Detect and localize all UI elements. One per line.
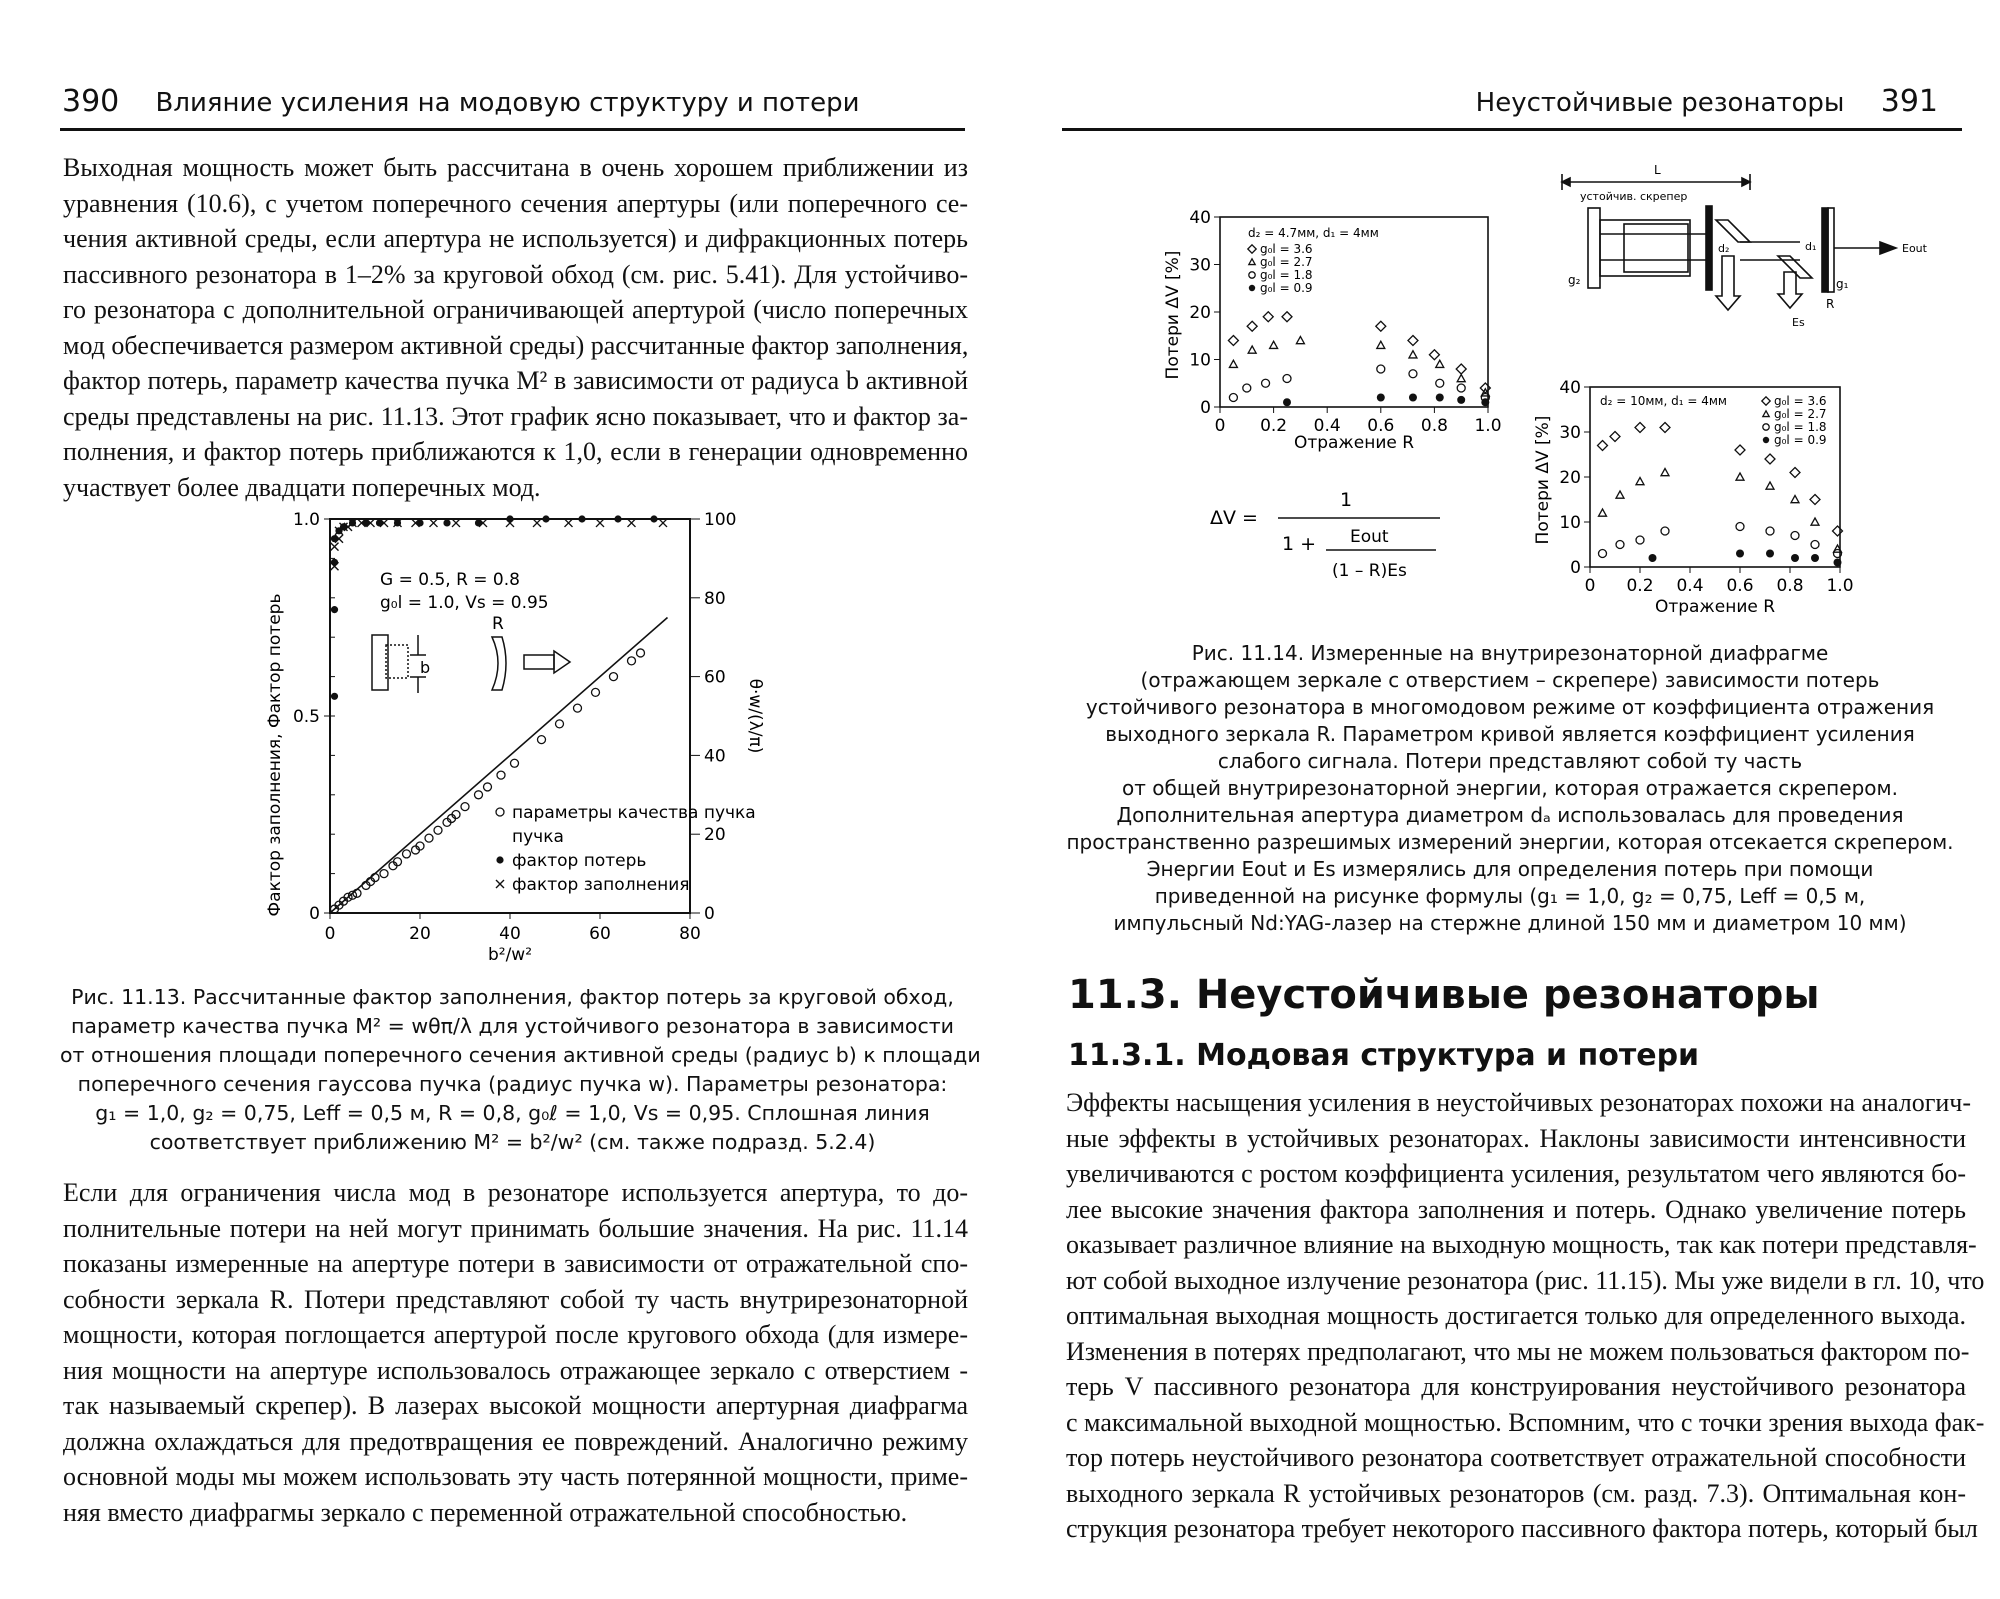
point-series-0	[1408, 336, 1418, 346]
point-beam-quality	[475, 791, 483, 799]
legend-marker-0	[1248, 245, 1256, 253]
left-paragraph-2-line: Если для ограничения числа мод в резонаторе используется апертура, то до-	[63, 1178, 968, 1207]
right-page	[1000, 0, 2000, 1599]
x-tick-label: 0.2	[1260, 416, 1288, 436]
point-beam-quality	[434, 826, 442, 834]
legend-label-3: g₀l = 0.9	[1260, 281, 1313, 295]
formula-frac-num: Eout	[1350, 527, 1389, 547]
loss-formula	[1210, 490, 1470, 590]
x-tick-label: 0.2	[1626, 576, 1654, 596]
point-series-1	[1599, 509, 1607, 516]
legend-marker-0	[1762, 397, 1770, 405]
y-tick-label: 0	[1570, 558, 1581, 578]
right-running-title: Неустойчивые резонаторы	[1475, 88, 1845, 118]
left-paragraph-2-line: показаны измеренные на апертуре потери в зависимости от отражательной спо-	[63, 1249, 968, 1278]
figure-11-14-caption-line: Дополнительная апертура диаметром dₐ использовалась для проведения	[1116, 803, 1904, 827]
point-series-1	[1296, 337, 1304, 344]
point-loss-factor	[331, 606, 338, 613]
point-series-1	[1229, 360, 1237, 367]
point-beam-quality	[511, 759, 519, 767]
point-beam-quality	[461, 803, 469, 811]
point-loss-factor	[542, 515, 549, 522]
right-paragraph-line: выходного зеркала R устойчивых резонаторов (см. разд. 7.3). Оптимальная кон-	[1066, 1478, 1966, 1508]
figure-11-14-caption-line: выходного зеркала R. Параметром кривой является коэффициент усиления	[1105, 722, 1915, 746]
right-paragraph-line: с максимальной выходной мощностью. Вспомним, что с точки зрения выхода фак-	[1066, 1407, 1985, 1437]
y-right-axis-label: θ·w/(λ/π)	[745, 678, 765, 754]
figure-11-14-caption-line: от общей внутрирезонаторной энергии, которая отражается скрепером.	[1122, 776, 1898, 800]
legend-marker-1	[1249, 259, 1255, 265]
left-paragraph-1-line: полнения, и фактор потерь приближаются к 1,0, если в генерации одновременно	[63, 437, 968, 466]
legend-label-0: g₀l = 3.6	[1774, 394, 1827, 408]
legend-marker-loss-factor	[496, 856, 503, 863]
diagram-g1: g₁	[1836, 277, 1849, 291]
point-fill-factor	[628, 519, 636, 527]
point-beam-quality	[574, 704, 582, 712]
point-series-1	[1248, 346, 1256, 353]
diagram-top-label: устойчив. скрепер	[1580, 190, 1688, 203]
right-paragraph-line: лее высокие значения фактора заполнения и потерь. Однако увеличение потерь	[1066, 1194, 1966, 1224]
cavity-diagram	[1550, 160, 1970, 340]
annotation-line-1: G = 0.5, R = 0.8	[380, 570, 520, 590]
point-series-3	[1436, 394, 1444, 402]
point-series-0	[1635, 423, 1645, 433]
left-paragraph-2-line: так называемый скрепер). В лазерах высокой мощности апертурная диафрагма	[63, 1391, 968, 1420]
point-series-2	[1262, 379, 1270, 387]
figure-11-14-chart-a	[1160, 205, 1520, 460]
figure-11-14-caption-line: (отражающем зеркале с отверстием – скрепере) зависимости потерь	[1140, 668, 1880, 692]
right-paragraph-line: ные эффекты в устойчивых резонаторах. Наклоны зависимости интенсивности	[1066, 1123, 1966, 1153]
point-series-0	[1263, 312, 1273, 322]
point-fill-factor	[596, 519, 604, 527]
diagram-R: R	[1826, 297, 1835, 311]
y-right-tick-label: 80	[704, 588, 726, 609]
point-series-3	[1283, 398, 1291, 406]
legend-marker-3	[1763, 437, 1769, 443]
legend-label-2: g₀l = 1.8	[1260, 268, 1313, 282]
left-header-rule	[60, 128, 965, 131]
formula-num: 1	[1340, 490, 1353, 511]
point-series-3	[1457, 396, 1465, 404]
figure-11-14-chart-b	[1530, 375, 1950, 630]
point-series-0	[1247, 321, 1257, 331]
y-tick-label: 40	[1189, 208, 1211, 228]
legend-marker-2	[1763, 424, 1769, 430]
right-paragraph-line: Изменения в потерях предполагают, что мы не можем пользоваться фактором по-	[1066, 1336, 1970, 1366]
left-paragraph-2-line: няя вместо диафрагмы зеркало с переменной отражательной способностью.	[63, 1497, 908, 1527]
point-series-1	[1661, 469, 1669, 476]
left-paragraph-2-line: ния мощности на апертуре использовалось отражающее зеркало с отверстием -	[63, 1355, 968, 1385]
left-page-number: 390	[62, 84, 120, 119]
point-series-2	[1736, 523, 1744, 531]
y-tick-label: 10	[1189, 350, 1211, 371]
left-paragraph-1-line: пассивного резонатора в 1–2% за круговой обход (см. рис. 5.41). Для устойчиво-	[63, 259, 968, 289]
x-tick-label: 80	[679, 924, 701, 944]
point-series-3	[1481, 398, 1489, 406]
point-series-0	[1660, 423, 1670, 433]
point-series-1	[1736, 473, 1744, 480]
inset-r-label: R	[492, 614, 504, 634]
right-paragraph-line: оптимальная выходная мощность достигается только для определенного выхода.	[1066, 1301, 1966, 1330]
x-tick-label: 0	[1214, 416, 1226, 436]
point-series-1	[1436, 360, 1444, 367]
legend-label-1: g₀l = 2.7	[1260, 255, 1313, 269]
figure-11-13-caption-line: от отношения площади поперечного сечения активной среды (радиус b) к площади	[60, 1043, 981, 1067]
point-series-3	[1766, 550, 1774, 558]
right-paragraph-line: ют собой выходное излучение резонатора (рис. 11.15). Мы уже видели в гл. 10, что	[1066, 1265, 1985, 1295]
legend-marker-2	[1249, 272, 1255, 278]
left-paragraph-2-line: мощности, которая поглощается апертурой после кругового обхода (для измере-	[63, 1320, 968, 1349]
legend-label-2: g₀l = 1.8	[1774, 420, 1827, 434]
legend-label-beam-quality-cont: пучка	[512, 827, 564, 847]
figure-11-13-caption	[60, 983, 981, 1157]
left-paragraph-1-line: Выходная мощность может быть рассчитана в очень хорошем приближении из	[63, 153, 968, 182]
point-beam-quality	[637, 649, 645, 657]
point-series-2	[1283, 375, 1291, 383]
left-paragraph-2-line: должна охлаждаться для предотвращения ее повреждений. Аналогично режиму	[63, 1426, 968, 1456]
legend-label-loss-factor: фактор потерь	[512, 851, 647, 871]
diagram-Es: Es	[1792, 316, 1805, 329]
legend-label-beam-quality: параметры качества пучка	[512, 803, 756, 823]
point-loss-factor	[614, 515, 621, 522]
y-tick-label: 0	[309, 904, 320, 924]
point-series-1	[1636, 478, 1644, 485]
point-series-1	[1791, 496, 1799, 503]
y-tick-label: 20	[1189, 303, 1211, 323]
figure-11-14-caption-line: Энергии Eout и Es измерялись для определения потерь при помощи	[1146, 857, 1874, 881]
point-series-0	[1735, 445, 1745, 455]
x-tick-label: 40	[499, 924, 521, 944]
point-fill-factor	[565, 519, 573, 527]
x-tick-label: 0	[324, 924, 336, 944]
legend-marker-beam-quality	[496, 808, 504, 816]
figure-11-14-caption-line: приведенной на рисунке формулы (g₁ = 1,0, g₂ = 0,75, Leff = 0,5 м,	[1154, 884, 1866, 908]
y-tick-label: 0	[1200, 398, 1211, 418]
left-running-title: Влияние усиления на модовую структуру и потери	[155, 88, 860, 118]
point-loss-factor	[650, 515, 657, 522]
point-series-3	[1791, 554, 1799, 562]
right-paragraph-line: оказывает различное влияние на выходную мощность, так как потери представля-	[1066, 1230, 1977, 1259]
point-loss-factor	[331, 693, 338, 700]
point-series-2	[1409, 370, 1417, 378]
point-series-2	[1791, 532, 1799, 540]
x-tick-label: 0.4	[1676, 576, 1704, 596]
point-series-0	[1376, 321, 1386, 331]
point-loss-factor	[331, 559, 338, 566]
point-beam-quality	[610, 673, 618, 681]
x-tick-label: 0.8	[1776, 576, 1804, 596]
legend-label-fill-factor: фактор заполнения	[512, 875, 690, 895]
y-axis-label: Фактор заполнения, Фактор потерь	[265, 593, 285, 917]
subsection-title: 11.3.1. Модовая структура и потери	[1068, 1038, 1700, 1073]
point-beam-quality	[556, 720, 564, 728]
point-series-2	[1599, 550, 1607, 558]
point-series-2	[1229, 394, 1237, 402]
right-paragraph	[1066, 1085, 1985, 1547]
point-series-1	[1270, 341, 1278, 348]
point-series-0	[1833, 526, 1843, 536]
right-paragraph-line: струкция резонатора требует некоторого пассивного фактора потерь, который был	[1066, 1514, 1978, 1543]
figure-11-13-caption-line: параметр качества пучка M² = wθπ/λ для устойчивого резонатора в зависимости	[71, 1014, 954, 1038]
y-tick-label: 20	[1559, 468, 1581, 488]
figure-11-14-caption-line: устойчивого резонатора в многомодовом режиме от коэффициента отражения	[1085, 695, 1935, 719]
right-paragraph-line: терь V пассивного резонатора для конструирования неустойчивого резонатора	[1066, 1372, 1966, 1401]
point-series-2	[1616, 541, 1624, 549]
point-series-0	[1282, 312, 1292, 322]
x-tick-label: 60	[589, 924, 611, 944]
figure-11-14-caption-line: пространственно разрешимых измерений энергии, которая отсекается скрепером.	[1066, 830, 1954, 854]
y-right-tick-label: 60	[704, 667, 726, 688]
left-paragraph-1-line: среды представлены на рис. 11.13. Этот график ясно показывает, что и фактор за-	[63, 401, 968, 431]
left-paragraph-1-line: го резонатора с дополнительной ограничивающей апертурой (число поперечных	[63, 295, 968, 324]
point-beam-quality	[484, 783, 492, 791]
annotation-line-2: g₀l = 1.0, Vs = 0.95	[380, 593, 549, 613]
point-loss-factor	[578, 515, 585, 522]
left-paragraph-2	[63, 1175, 968, 1530]
point-beam-quality	[497, 771, 505, 779]
point-series-2	[1243, 384, 1251, 392]
point-beam-quality	[538, 736, 546, 744]
figure-11-13	[260, 505, 780, 965]
point-series-2	[1457, 384, 1465, 392]
y-right-tick-label: 100	[704, 510, 737, 530]
point-series-1	[1377, 341, 1385, 348]
left-paragraph-2-line: собности зеркала R. Потери представляют собой ту часть внутрирезонаторной	[63, 1284, 968, 1314]
left-paragraph-1-line: чения активной среды, если апертура не используется) и дифракционных потерь	[63, 224, 968, 253]
point-series-2	[1636, 536, 1644, 544]
point-series-0	[1810, 495, 1820, 505]
chart-a-annotation: d₂ = 4.7мм, d₁ = 4мм	[1248, 226, 1379, 240]
formula-lhs: ΔV =	[1210, 507, 1258, 529]
legend-label-3: g₀l = 0.9	[1774, 433, 1827, 447]
point-series-3	[1834, 559, 1842, 567]
y-right-tick-label: 0	[704, 904, 715, 924]
figure-11-13-caption-line: поперечного сечения гауссова пучка (радиус пучка w). Параметры резонатора:	[77, 1072, 948, 1096]
point-series-3	[1736, 550, 1744, 558]
chart-a-ylabel: Потери ΔV [%]	[1163, 250, 1183, 380]
diagram-g2: g₂	[1568, 273, 1581, 287]
figure-11-13-caption-line: соответствует приближению M² = b²/w² (см. также подразд. 5.2.4)	[149, 1130, 876, 1154]
x-tick-label: 0.6	[1726, 576, 1754, 596]
point-series-0	[1610, 432, 1620, 442]
point-series-0	[1456, 364, 1466, 374]
point-series-2	[1661, 527, 1669, 535]
y-tick-label: 40	[1559, 378, 1581, 398]
left-paragraph-1-line: фактор потерь, параметр качества пучка M² в зависимости от радиуса b активной	[63, 366, 968, 395]
point-series-0	[1228, 336, 1238, 346]
point-loss-factor	[506, 515, 513, 522]
legend-marker-1	[1763, 411, 1769, 417]
formula-frac-den: (1 – R)Es	[1332, 561, 1407, 581]
point-series-3	[1409, 394, 1417, 402]
point-series-2	[1436, 379, 1444, 387]
chart-b-annotation: d₂ = 10мм, d₁ = 4мм	[1600, 394, 1727, 408]
y-tick-label: 30	[1189, 255, 1211, 276]
point-series-1	[1616, 491, 1624, 498]
x-tick-label: 0.8	[1420, 416, 1448, 436]
point-series-2	[1811, 541, 1819, 549]
point-series-3	[1649, 554, 1657, 562]
figure-11-13-caption-line: g₁ = 1,0, g₂ = 0,75, Leff = 0,5 м, R = 0,8, g₀ℓ = 1,0, Vs = 0,95. Сплошная линия	[95, 1101, 930, 1125]
right-header	[1476, 84, 1938, 119]
x-tick-label: 20	[409, 924, 431, 944]
point-series-2	[1766, 527, 1774, 535]
point-series-0	[1598, 441, 1608, 451]
point-fill-factor	[430, 519, 438, 527]
figure-11-14-caption-line: слабого сигнала. Потери представляют собой ту часть	[1217, 749, 1803, 773]
section-title: 11.3. Неустойчивые резонаторы	[1068, 972, 1820, 1018]
x-tick-label: 0	[1584, 576, 1596, 596]
left-paragraph-1-line: участвует более двадцати поперечных мод.	[63, 472, 541, 502]
right-page-number: 391	[1880, 84, 1938, 119]
right-header-rule	[1062, 128, 1962, 131]
point-series-1	[1811, 518, 1819, 525]
point-beam-quality	[592, 688, 600, 696]
inset-b-label: b	[420, 658, 431, 677]
point-fill-factor	[659, 519, 667, 527]
point-series-1	[1409, 351, 1417, 358]
figure-11-13-caption-line: Рис. 11.13. Рассчитанные фактор заполнения, фактор потерь за круговой обход,	[71, 985, 954, 1009]
point-series-3	[1811, 554, 1819, 562]
chart-a-xlabel: Отражение R	[1293, 433, 1415, 453]
point-beam-quality	[403, 850, 411, 858]
y-right-tick-label: 40	[704, 746, 726, 767]
point-fill-factor	[533, 519, 541, 527]
point-beam-quality	[425, 834, 433, 842]
x-tick-label: 0.4	[1313, 416, 1341, 436]
point-series-3	[1377, 394, 1385, 402]
left-paragraph-2-line: полнительные потери на ней могут принимать большие значения. На рис. 11.14	[63, 1213, 968, 1243]
chart-b-xlabel: Отражение R	[1654, 597, 1776, 617]
x-tick-label: 1.0	[1474, 416, 1502, 436]
point-loss-factor	[443, 519, 450, 526]
y-tick-label: 1.0	[292, 510, 320, 530]
left-paragraph-2-line: основной моды мы можем использовать эту часть потерянной мощности, приме-	[63, 1462, 968, 1491]
diagram-d1: d₁	[1805, 240, 1817, 253]
point-beam-quality	[380, 870, 388, 878]
right-paragraph-line: увеличиваются с ростом коэффициента усиления, результатом чего являются бо-	[1066, 1159, 1966, 1188]
point-series-0	[1429, 350, 1439, 360]
point-fill-factor	[331, 543, 339, 551]
x-tick-label: 0.6	[1367, 416, 1395, 436]
legend-marker-fill-factor	[496, 880, 504, 888]
right-paragraph-line: тор потерь неустойчивого резонатора соответствует отражательной способности	[1066, 1443, 1966, 1472]
left-paragraph-1-line: мод обеспечивается размером активной среды) рассчитанные фактор заполнения,	[63, 330, 969, 360]
diagram-Eout: Eout	[1902, 242, 1927, 255]
y-right-tick-label: 20	[704, 825, 726, 846]
point-series-2	[1377, 365, 1385, 373]
formula-den-a: 1 +	[1282, 533, 1317, 555]
right-paragraph-line: Эффекты насыщения усиления в неустойчивых резонаторах похожи на аналогич-	[1066, 1088, 1972, 1117]
x-axis-label: b²/w²	[487, 945, 533, 965]
legend-marker-3	[1249, 285, 1255, 291]
point-series-0	[1765, 454, 1775, 464]
legend-label-1: g₀l = 2.7	[1774, 407, 1827, 421]
diagram-L: L	[1654, 163, 1661, 177]
inset-rod-sketch	[372, 635, 570, 693]
point-series-1	[1766, 482, 1774, 489]
legend-label-0: g₀l = 3.6	[1260, 242, 1313, 256]
figure-11-14-caption-line: импульсный Nd:YAG-лазер на стержне длиной 150 мм и диаметром 10 мм)	[1113, 911, 1907, 935]
x-tick-label: 1.0	[1826, 576, 1854, 596]
left-header	[62, 84, 859, 119]
figure-11-14-caption	[1050, 640, 1970, 937]
point-series-1	[1457, 375, 1465, 382]
point-beam-quality	[628, 657, 636, 665]
diagram-d2: d₂	[1718, 242, 1730, 255]
left-paragraph-1	[63, 150, 968, 505]
left-paragraph-1-line: уравнения (10.6), с учетом поперечного сечения апертуры (или поперечного се-	[63, 188, 968, 218]
point-series-0	[1790, 468, 1800, 478]
y-tick-label: 30	[1559, 423, 1581, 443]
point-fill-factor	[452, 519, 460, 527]
chart-b-ylabel: Потери ΔV [%]	[1533, 415, 1553, 545]
y-tick-label: 10	[1559, 513, 1581, 533]
y-tick-label: 0.5	[292, 707, 320, 727]
figure-11-14-caption-line: Рис. 11.14. Измеренные на внутрирезонаторной диафрагме	[1191, 641, 1829, 665]
